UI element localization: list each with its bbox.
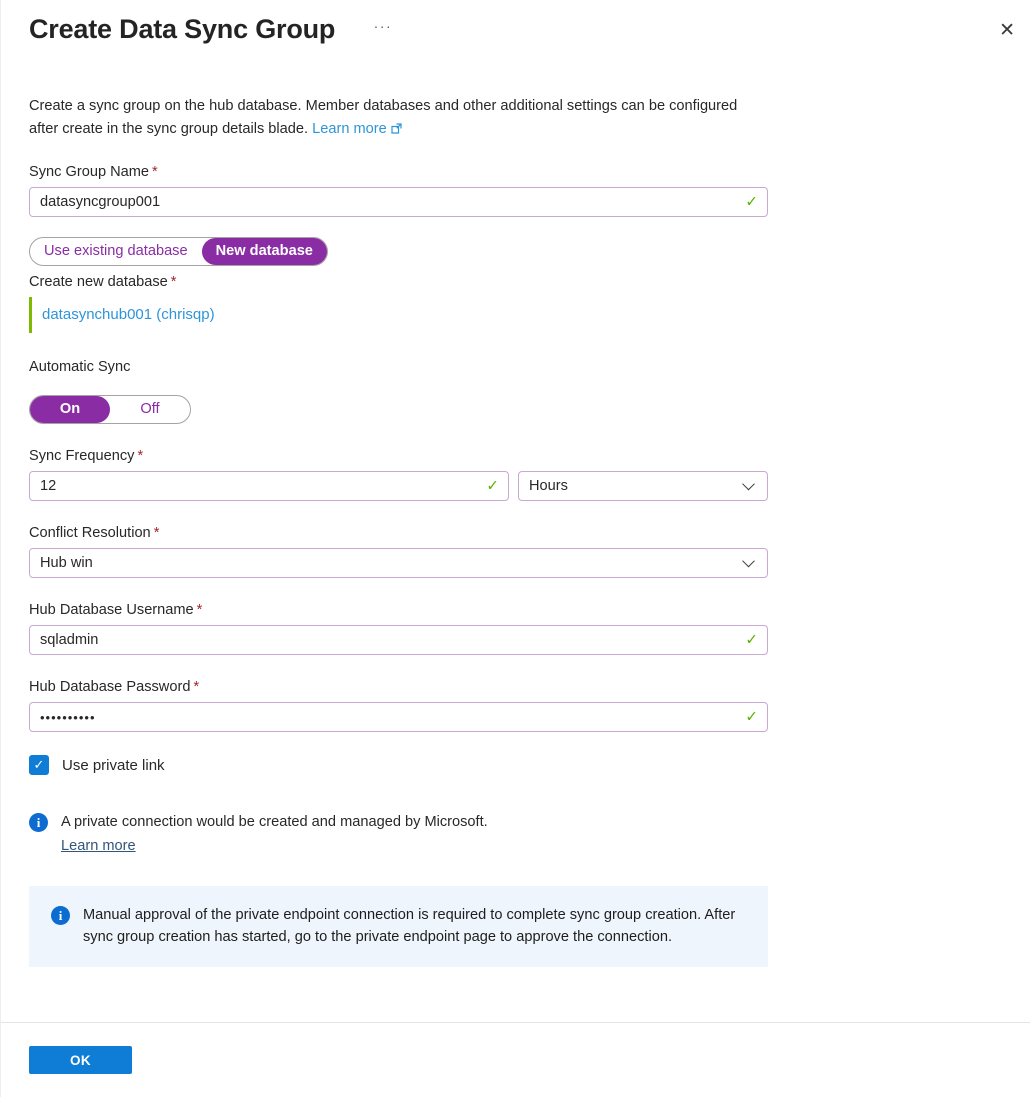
conflict-resolution-label: Conflict Resolution * bbox=[29, 525, 160, 541]
blade-footer bbox=[1, 1022, 1030, 1097]
description-learn-more-link[interactable]: Learn more bbox=[312, 121, 402, 137]
sync-group-name-label: Sync Group Name * bbox=[29, 164, 158, 180]
new-database-link[interactable]: datasynchub001 (chrisqp) bbox=[42, 306, 215, 323]
sync-group-name-input[interactable] bbox=[29, 187, 768, 217]
sync-group-name-field bbox=[29, 187, 768, 217]
conflict-resolution-dropdown[interactable] bbox=[29, 548, 768, 578]
create-data-sync-group-blade bbox=[1, 0, 1030, 1097]
valid-check-icon: ✓ bbox=[745, 193, 758, 211]
private-connection-note-text: A private connection would be created and managed by Microsoft. bbox=[61, 814, 488, 830]
sync-frequency-unit-value: Hours bbox=[529, 478, 568, 494]
create-new-database-value bbox=[29, 297, 768, 333]
sync-frequency-row bbox=[29, 471, 768, 501]
chevron-down-icon bbox=[742, 478, 755, 491]
hub-password-label: Hub Database Password * bbox=[29, 679, 200, 695]
automatic-sync-off-option[interactable]: Off bbox=[140, 401, 160, 417]
valid-check-icon: ✓ bbox=[745, 631, 758, 649]
required-asterisk: * bbox=[137, 448, 144, 464]
use-private-link-checkbox[interactable]: ✓ bbox=[29, 755, 49, 775]
use-private-link-label[interactable]: Use private link bbox=[62, 756, 165, 774]
hub-password-field bbox=[29, 702, 768, 732]
page-title: Create Data Sync Group bbox=[29, 14, 336, 44]
use-existing-database-option[interactable]: Use existing database bbox=[44, 243, 188, 259]
sync-frequency-input[interactable] bbox=[29, 471, 509, 501]
manual-approval-info-box bbox=[29, 886, 768, 967]
required-asterisk: * bbox=[193, 679, 200, 695]
info-icon: i bbox=[29, 813, 48, 832]
chevron-down-icon bbox=[742, 555, 755, 568]
required-asterisk: * bbox=[196, 602, 203, 618]
manual-approval-text: Manual approval of the private endpoint connection is required to complete sync group creation. After sync group creation has started, go to the private endpoint page to approve the connection. bbox=[83, 907, 736, 945]
hub-username-field bbox=[29, 625, 768, 655]
hub-password-input[interactable] bbox=[29, 702, 768, 732]
required-asterisk: * bbox=[170, 274, 177, 290]
automatic-sync-on-option[interactable]: On bbox=[30, 396, 110, 423]
valid-check-icon: ✓ bbox=[486, 477, 499, 495]
valid-check-icon: ✓ bbox=[745, 708, 758, 726]
conflict-resolution-value: Hub win bbox=[40, 555, 93, 571]
required-asterisk: * bbox=[153, 525, 160, 541]
sync-frequency-label: Sync Frequency * bbox=[29, 448, 144, 464]
hub-username-label: Hub Database Username * bbox=[29, 602, 203, 618]
blade-body bbox=[1, 45, 1030, 967]
automatic-sync-label: Automatic Sync bbox=[29, 359, 131, 375]
database-mode-toggle bbox=[29, 237, 328, 266]
description-text: Create a sync group on the hub database. Member databases and other additional settings can be configured after create in the sync group details blade. bbox=[29, 98, 738, 137]
create-new-database-label: Create new database * bbox=[29, 274, 177, 290]
required-asterisk: * bbox=[152, 164, 158, 180]
ok-button[interactable]: OK bbox=[29, 1046, 132, 1074]
close-icon[interactable]: ✕ bbox=[999, 20, 1015, 41]
use-private-link-row bbox=[29, 755, 768, 775]
private-connection-note bbox=[29, 812, 768, 857]
sync-frequency-unit-dropdown[interactable] bbox=[518, 471, 768, 501]
blade-description bbox=[29, 95, 768, 140]
info-icon: i bbox=[51, 906, 70, 925]
new-database-option[interactable]: New database bbox=[202, 238, 327, 265]
private-connection-learn-more-link[interactable]: Learn more bbox=[61, 838, 136, 854]
external-link-icon bbox=[391, 123, 402, 134]
context-menu-ellipsis-icon[interactable]: ··· bbox=[373, 18, 393, 34]
hub-username-input[interactable] bbox=[29, 625, 768, 655]
sync-frequency-field bbox=[29, 471, 509, 501]
blade-header bbox=[1, 0, 1030, 45]
private-connection-note-body bbox=[61, 812, 488, 857]
automatic-sync-toggle bbox=[29, 395, 191, 424]
